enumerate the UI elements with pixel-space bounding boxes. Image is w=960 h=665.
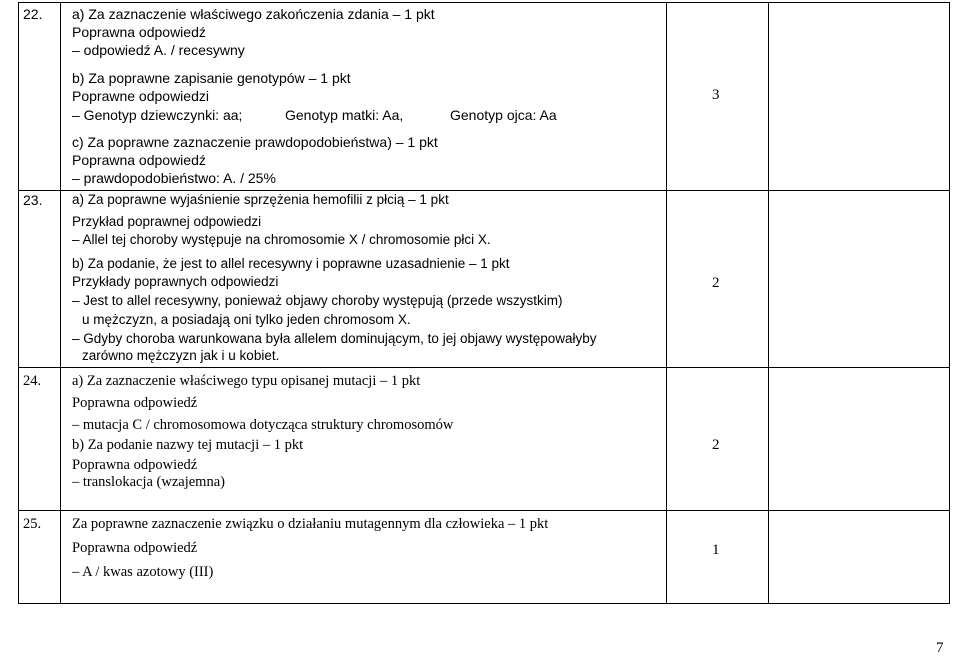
answer-label: Poprawna odpowiedź bbox=[72, 540, 198, 556]
points-value: 2 bbox=[712, 275, 720, 291]
task-number: 22. bbox=[23, 6, 43, 22]
answer-label: Poprawna odpowiedź bbox=[72, 24, 206, 40]
task-number: 23. bbox=[23, 192, 43, 208]
answer-text: u mężczyzn, a posiadają oni tylko jeden chromosom X. bbox=[82, 312, 411, 327]
genotype-daughter: – Genotyp dziewczynki: aa; bbox=[72, 107, 243, 123]
criterion-header: c) Za poprawne zaznaczenie prawdopodobieństwa) – 1 pkt bbox=[72, 134, 438, 150]
criterion-header: a) Za poprawne wyjaśnienie sprzężenia hemofilii z płcią – 1 pkt bbox=[72, 192, 449, 207]
task-number: 25. bbox=[23, 516, 42, 532]
answer-text: – odpowiedź A. / recesywny bbox=[72, 42, 245, 58]
answer-label: Przykład poprawnej odpowiedzi bbox=[72, 214, 262, 229]
answer-text: – Gdyby choroba warunkowana była allelem dominującym, to jej objawy występowałyby bbox=[72, 331, 597, 346]
criterion-header: a) Za zaznaczenie właściwego typu opisanej mutacji – 1 pkt bbox=[72, 373, 421, 389]
column-rule bbox=[768, 2, 769, 604]
row-rule bbox=[18, 603, 950, 604]
column-rule bbox=[666, 2, 667, 604]
criterion-header: Za poprawne zaznaczenie związku o działaniu mutagennym dla człowieka – 1 pkt bbox=[72, 516, 549, 532]
answer-text: zarówno mężczyzn jak i u kobiet. bbox=[82, 348, 280, 363]
answer-label: Poprawne odpowiedzi bbox=[72, 88, 209, 104]
answer-text: – mutacja C / chromosomowa dotycząca struktury chromosomów bbox=[72, 417, 454, 433]
answer-label: Przykłady poprawnych odpowiedzi bbox=[72, 274, 279, 289]
answer-text: – prawdopodobieństwo: A. / 25% bbox=[72, 170, 276, 186]
points-value: 3 bbox=[712, 87, 720, 103]
answer-label: Poprawna odpowiedź bbox=[72, 457, 198, 473]
criterion-header: b) Za podanie nazwy tej mutacji – 1 pkt bbox=[72, 437, 304, 453]
column-rule bbox=[18, 2, 19, 604]
row-rule bbox=[18, 2, 950, 3]
answer-label: Poprawna odpowiedź bbox=[72, 395, 198, 411]
criterion-header: b) Za podanie, że jest to allel recesywny i poprawne uzasadnienie – 1 pkt bbox=[72, 256, 510, 271]
column-rule bbox=[949, 2, 950, 604]
row-rule bbox=[18, 367, 950, 368]
genotype-father: Genotyp ojca: Aa bbox=[450, 107, 557, 123]
task-number: 24. bbox=[23, 373, 42, 389]
answer-text: – A / kwas azotowy (III) bbox=[72, 564, 214, 580]
answer-text: – translokacja (wzajemna) bbox=[72, 474, 225, 490]
points-value: 1 bbox=[712, 542, 720, 558]
criterion-header: a) Za zaznaczenie właściwego zakończenia zdania – 1 pkt bbox=[72, 6, 435, 22]
column-rule bbox=[60, 2, 61, 604]
genotype-mother: Genotyp matki: Aa, bbox=[285, 107, 404, 123]
answer-text: – Allel tej choroby występuje na chromosomie X / chromosomie płci X. bbox=[72, 232, 491, 247]
criterion-header: b) Za poprawne zapisanie genotypów – 1 pkt bbox=[72, 70, 351, 86]
row-rule bbox=[18, 510, 950, 511]
answer-text: – Jest to allel recesywny, ponieważ objawy choroby występują (przede wszystkim) bbox=[72, 293, 563, 308]
answer-label: Poprawna odpowiedź bbox=[72, 152, 206, 168]
page-number: 7 bbox=[936, 640, 944, 656]
points-value: 2 bbox=[712, 437, 720, 453]
